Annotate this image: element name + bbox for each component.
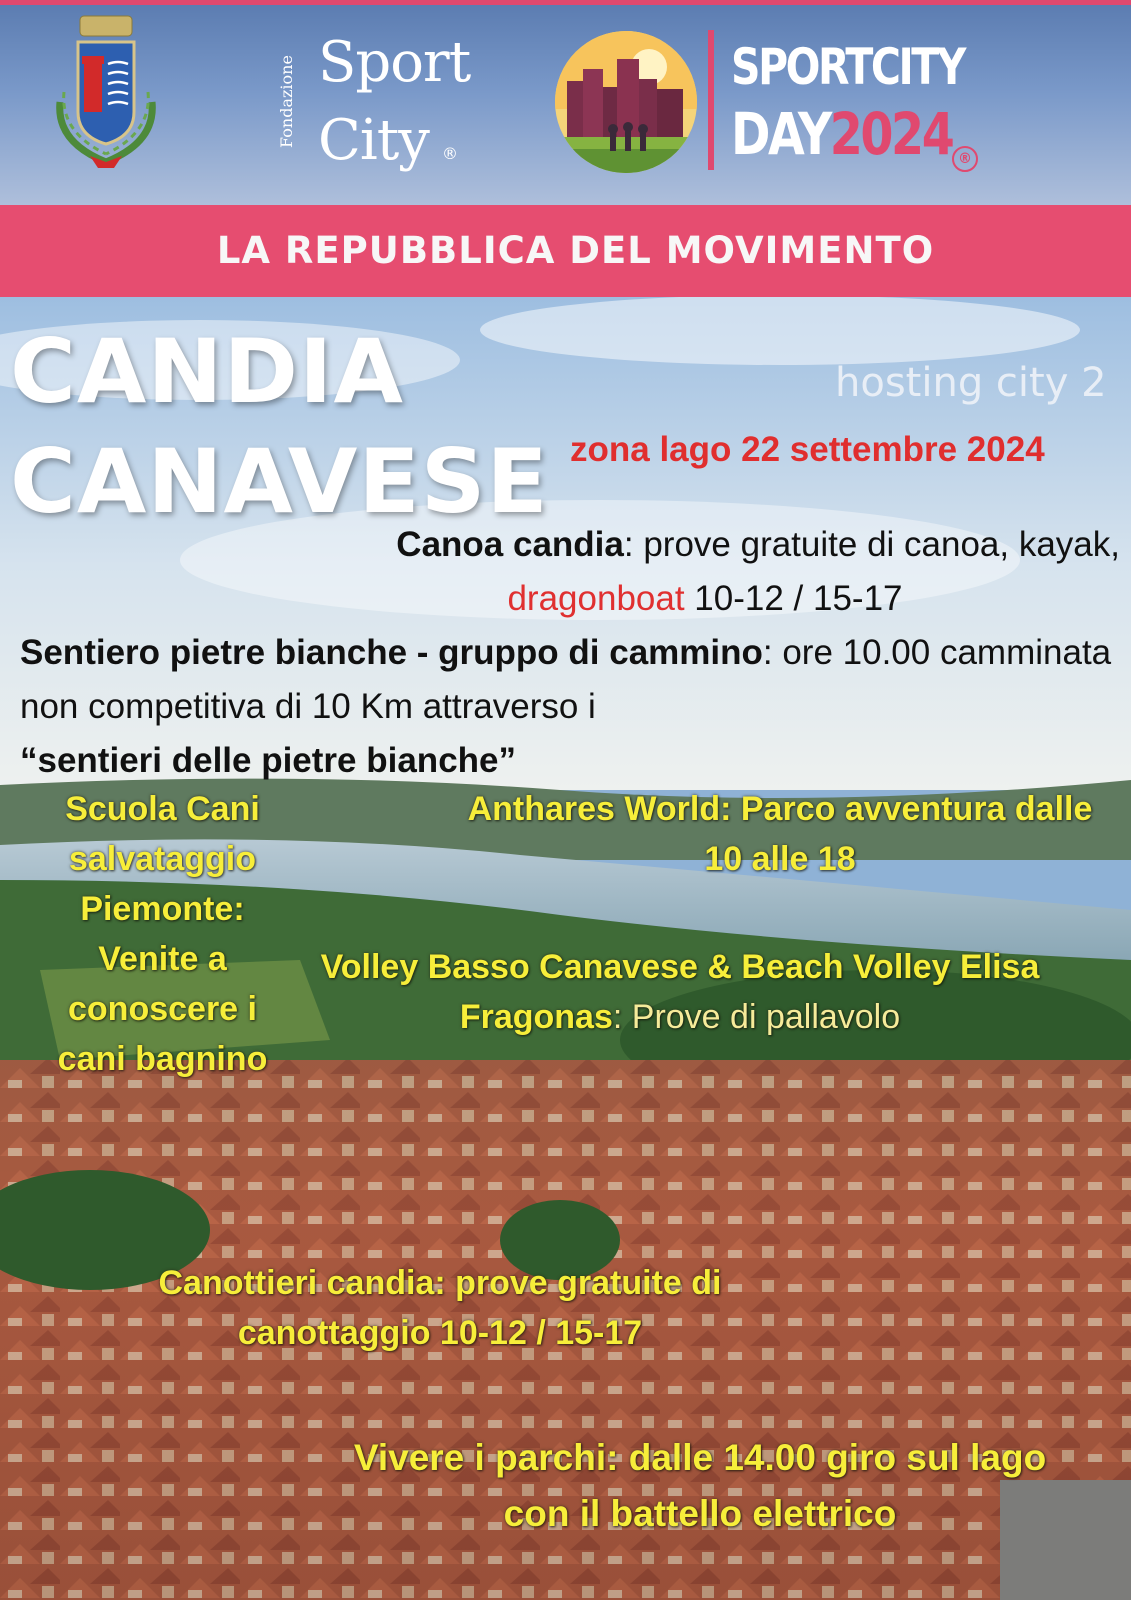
- event-scuola-cani: [40, 784, 285, 1084]
- event-volley-desc: : Prove di pallavolo: [612, 998, 901, 1036]
- event-canoa-desc: : prove gratuite di canoa, kayak,: [623, 525, 1120, 564]
- event-canottieri: [60, 1258, 820, 1358]
- event-sentiero: [20, 626, 1120, 788]
- sportcity-day-title: SPORTCITY: [731, 38, 964, 96]
- event-anthares-name: Anthares World: [467, 790, 721, 828]
- event-volley-name: Volley Basso Canavese & Beach Volley Elisa Fragonas: [320, 948, 1040, 1036]
- logo-divider: [708, 30, 714, 170]
- event-canoa-dragonboat: dragonboat: [507, 579, 685, 618]
- banner-slogan: LA REPUBBLICA DEL MOVIMENTO: [216, 229, 935, 272]
- fondazione-label: Fondazione: [276, 55, 296, 148]
- city-name-line1: CANDIA: [10, 320, 404, 423]
- event-vivere-desc: : dalle 14.00 giro sul lago con il battello elettrico: [503, 1437, 1047, 1534]
- event-canottieri-name: Canottieri candia: [158, 1264, 435, 1302]
- sportcity-day-year: 2024: [829, 100, 953, 168]
- hosting-city-label: hosting city 2: [835, 360, 1107, 406]
- event-sentiero-name: Sentiero pietre bianche - gruppo di cammino: [20, 633, 763, 672]
- event-scuola-name: Scuola Cani salvataggio Piemonte: [65, 790, 260, 928]
- event-sentiero-quote: “sentieri delle pietre bianche”: [20, 741, 516, 780]
- event-canoa-name: Canoa candia: [396, 525, 624, 564]
- sportcity-day-day: DAY: [731, 100, 830, 168]
- event-anthares: [455, 784, 1105, 884]
- sportcity-day-logo-icon: [553, 29, 699, 175]
- event-vivere-parchi: [330, 1430, 1070, 1542]
- event-canoa: [290, 518, 1120, 626]
- sport-city-logo-sport: Sport: [318, 30, 471, 95]
- registered-mark-circle: ®: [952, 146, 978, 172]
- event-vivere-name: Vivere i parchi: [353, 1437, 607, 1478]
- event-sentiero-desc: : ore 10.00 camminata non competitiva di 10 Km attraverso i: [20, 633, 1112, 726]
- event-canoa-times: 10-12 / 15-17: [684, 579, 903, 618]
- event-canoa-line2: [290, 572, 1120, 626]
- top-accent-line: [0, 0, 1131, 5]
- event-date: zona lago 22 settembre 2024: [570, 430, 1045, 469]
- event-canottieri-desc: : prove gratuite di canottaggio 10-12 / 15-17: [237, 1264, 722, 1352]
- registered-mark: ®: [442, 144, 458, 163]
- municipal-crest-icon: [50, 12, 162, 172]
- event-anthares-desc: : Parco avventura dalle 10 alle 18: [704, 790, 1093, 878]
- city-name-line2: CANAVESE: [10, 430, 549, 533]
- event-volley: [300, 942, 1060, 1042]
- sportcity-day-subtitle: [731, 100, 952, 168]
- event-scuola-desc: : Venite a conoscere i cani bagnino: [57, 890, 268, 1078]
- sport-city-logo-city: City: [318, 108, 429, 173]
